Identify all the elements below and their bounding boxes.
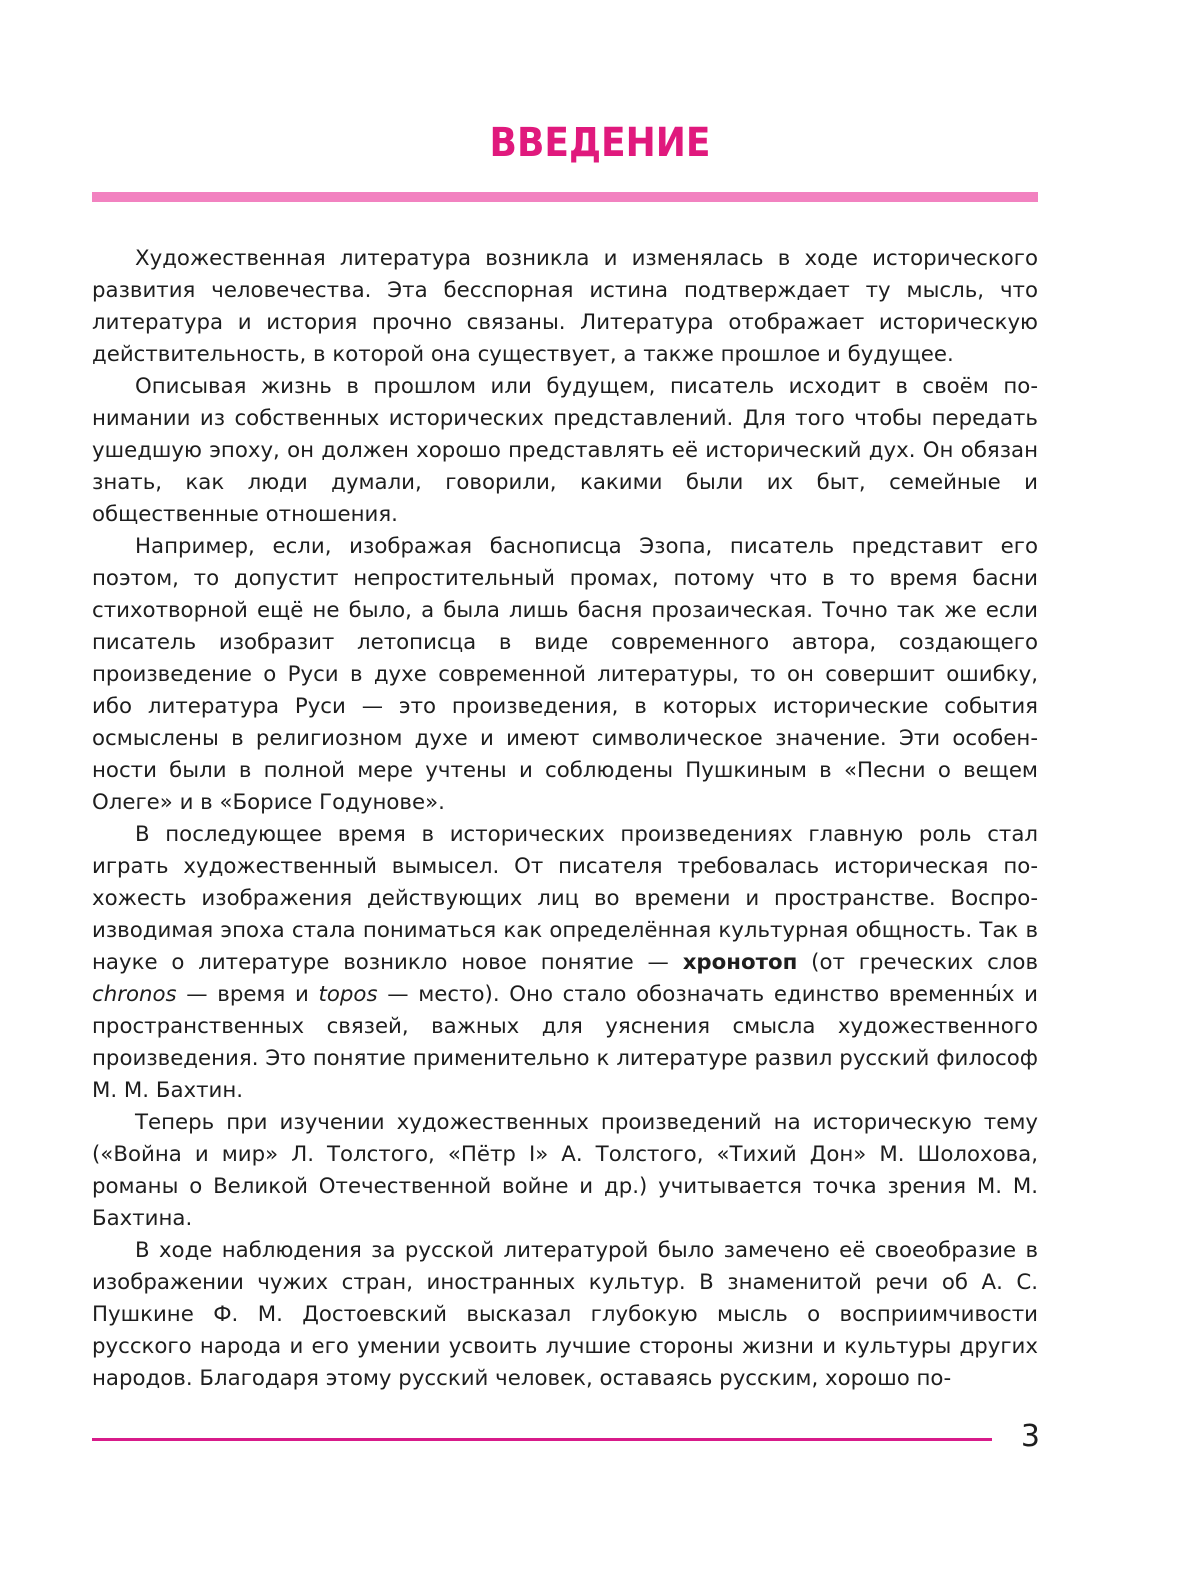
- paragraph-3: Например, если, изображая баснописца Эзопа, писатель представит его поэтом, то допустит непростительный промах, потому что в то время басни стихотворной ещё не было, а была лишь басня прозаическая. Точно так же если писатель изобразит летописца в виде современного автора, создающего произведение о Руси в духе современной литературы, то он совершит ошибку, ибо литература Руси — это произведения, в которых исторические события осмыслены в религиозном духе и имеют символическое значение. Эти особенности были в полной мере учтены и соблюдены Пушкиным в «Песни о вещем Олеге» и в «Борисе Годунове».: [92, 534, 1038, 815]
- paragraph-4-text: (от греческих слов: [797, 950, 1038, 975]
- page-title: ВВЕДЕНИЕ: [489, 120, 711, 166]
- paragraph-4-text: — время и: [176, 982, 319, 1007]
- paragraph-4-text: — место). Оно стало обозначать единство временны́х и пространственных связей, важных для уяснения смысла художественного произведения. Это понятие применительно к литературе развил русский философ М. М. Бахтин.: [92, 982, 1038, 1103]
- term-chronos: chronos: [92, 982, 177, 1007]
- title-rule: [92, 192, 1038, 202]
- paragraph-6: В ходе наблюдения за русской литературой было замечено её своеобразие в изображении чужих стран, иностранных культур. В знаменитой речи об А. С. Пушкине Ф. М. Достоевский высказал глубокую мысль о восприимчивости русского народа и его умении усвоить лучшие стороны жизни и культуры других народов. Благодаря этому русский человек, оставаясь русским, хорошо по-: [92, 1238, 1038, 1391]
- term-chronotope: хронотоп: [682, 950, 798, 975]
- body-text: [92, 243, 1038, 1395]
- paragraph-4: [92, 819, 1038, 1107]
- paragraph-1: Художественная литература возникла и изменялась в ходе исторического развития человечества. Эта бесспорная истина подтверждает ту мысль, что литература и история прочно связаны. Литература отображает историческую действительность, в которой она существует, а также прошлое и будущее.: [92, 246, 1038, 367]
- term-topos: topos: [318, 982, 378, 1007]
- paragraph-5: Теперь при изучении художественных произведений на историческую тему («Война и мир» Л. Толстого, «Пётр I» А. Толстого, «Тихий Дон» М. Шолохова, романы о Великой Отечественной войне и др.) учитывается точка зрения М. М. Бахтина.: [92, 1110, 1038, 1231]
- paragraph-4-text: В последующее время в исторических произведениях главную роль стал играть художественный вымысел. От писателя требовалась историческая похожесть изображения действующих лиц во времени и пространстве. Воспроизводимая эпоха стала пониматься как определённая культурная общность. Так в науке о литературе возникло новое понятие —: [92, 822, 1038, 975]
- page-number: 3: [1020, 1419, 1040, 1454]
- paragraph-2: Описывая жизнь в прошлом или будущем, писатель исходит в своём понимании из собственных исторических представлений. Для того чтобы передать ушедшую эпоху, он должен хорошо представлять её исторический дух. Он обязан знать, как люди думали, говорили, какими были их быт, семейные и общественные отношения.: [92, 374, 1038, 527]
- footer-rule: [92, 1438, 992, 1441]
